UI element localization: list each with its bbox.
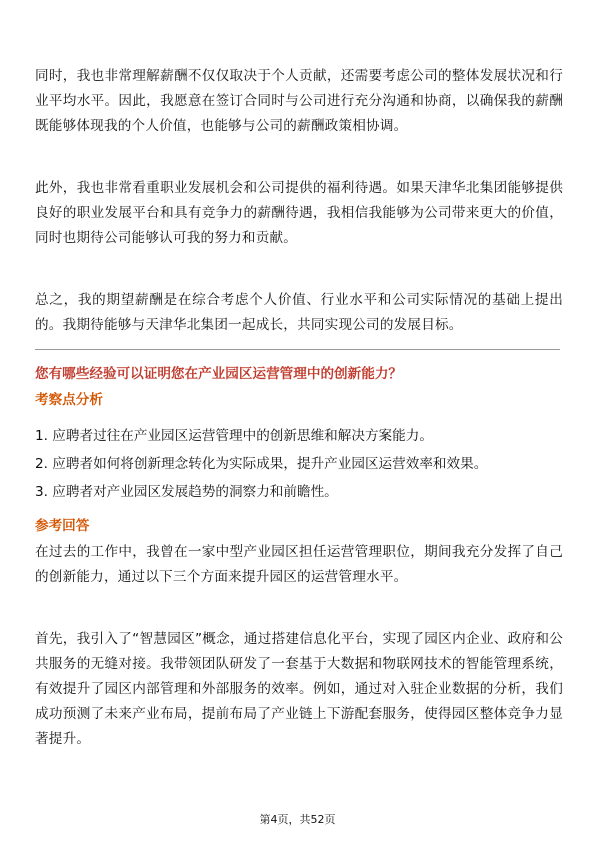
interview-question: 您有哪些经验可以证明您在产业园区运营管理中的创新能力？: [35, 366, 403, 382]
paragraph-summary: 总之，我的期望薪酬是在综合考虑个人价值、行业水平和公司实际情况的基础上提出的。我期待能够与天津华北集团一起成长，共同实现公司的发展目标。: [35, 292, 563, 333]
analysis-heading: 考察点分析: [35, 392, 103, 408]
analysis-item: 1. 应聘者过往在产业园区运营管理中的创新思维和解决方案能力。: [35, 428, 433, 444]
page-number: 第4页，共52页: [259, 813, 336, 826]
analysis-item: 3. 应聘者对产业园区发展趋势的洞察力和前瞻性。: [35, 484, 338, 500]
analysis-item: 2. 应聘者如何将创新理念转化为实际成果，提升产业园区运营效率和效果。: [35, 456, 488, 472]
answer-paragraph-intro: 在过去的工作中，我曾在一家中型产业园区担任运营管理职位，期间我充分发挥了自己的创新能力，通过以下三个方面来提升园区的运营管理水平。: [35, 544, 563, 585]
paragraph-salary-negotiation: 同时，我也非常理解薪酬不仅仅取决于个人贡献，还需要考虑公司的整体发展状况和行业平均水平。因此，我愿意在签订合同时与公司进行充分沟通和协商，以确保我的薪酬既能够体现我的个人价值，也能够与公司的薪酬政策相协调。: [35, 68, 563, 134]
answer-paragraph-smart-park: 首先，我引入了“智慧园区”概念，通过搭建信息化平台，实现了园区内企业、政府和公共服务的无缝对接。我带领团队研发了一套基于大数据和物联网技术的智能管理系统，有效提升了园区内部管理和外部服务的效率。例如，通过对入驻企业数据的分析，我们成功预测了未来产业布局，提前布局了产业链上下游配套服务，使得园区整体竞争力显著提升。: [35, 631, 563, 747]
answer-heading: 参考回答: [35, 518, 90, 534]
paragraph-career-development: 此外，我也非常看重职业发展机会和公司提供的福利待遇。如果天津华北集团能够提供良好的职业发展平台和具有竞争力的薪酬待遇，我相信我能够为公司带来更大的价值，同时也期待公司能够认可我的努力和贡献。: [35, 180, 563, 246]
section-divider: [35, 349, 560, 350]
